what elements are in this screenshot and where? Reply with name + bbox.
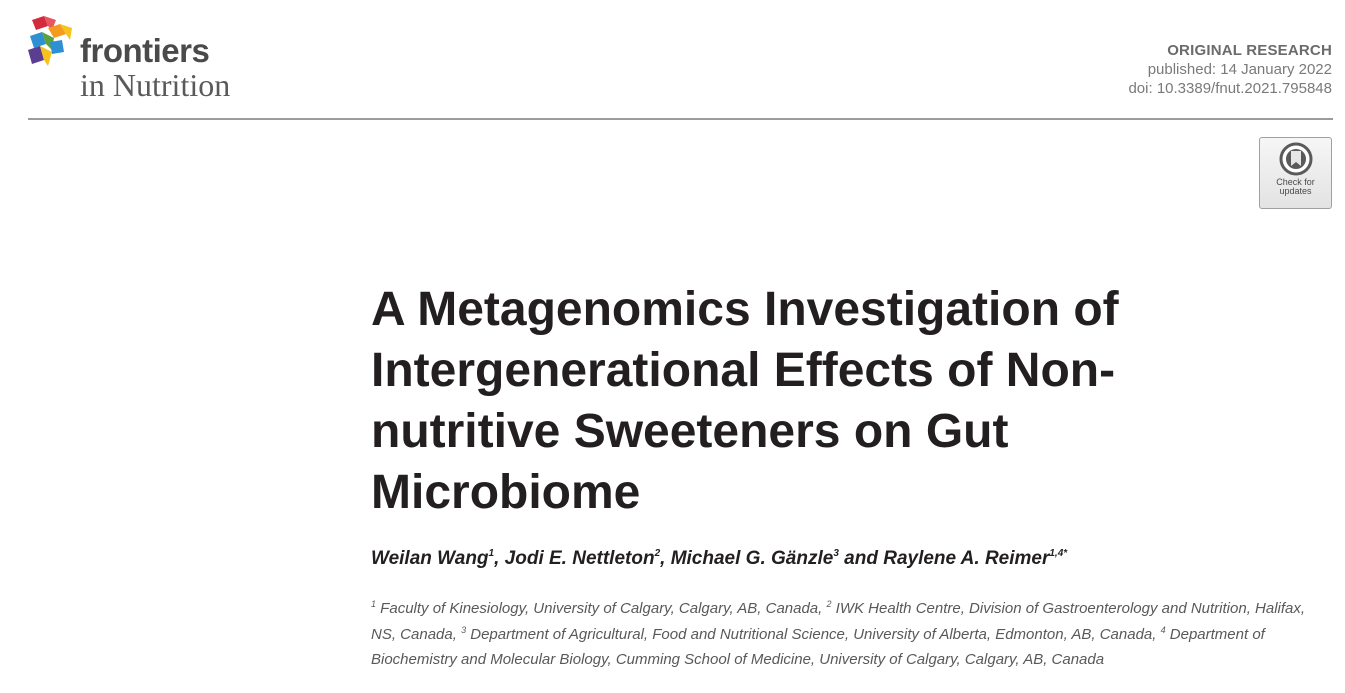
article-title: A Metagenomics Investigation of Intergenerational Effects of Non-nutritive Sweeteners on Gut Microbiome [371, 283, 1119, 519]
author-separator: , [660, 548, 671, 569]
author-affiliation-ref: 1,4* [1049, 548, 1068, 559]
author-name[interactable]: Raylene A. Reimer [883, 548, 1050, 569]
affiliations [371, 596, 1321, 673]
journal-logo [26, 16, 286, 106]
author-affiliation-ref: 2 [654, 548, 661, 559]
published-date: published: 14 January 2022 [1147, 61, 1332, 78]
affiliation-number: 4 [1160, 624, 1166, 635]
affiliation-number: 1 [371, 599, 377, 609]
header-divider [28, 118, 1333, 120]
author-name[interactable]: Jodi E. Nettleton [504, 548, 655, 569]
author-affiliation-ref: 3 [833, 548, 839, 559]
affiliation-number: 3 [461, 624, 467, 635]
author-separator: , [494, 548, 505, 569]
journal-name-primary: frontiers [80, 32, 210, 69]
affiliation-text: IWK Health Centre, Division of Gastroenterology and Nutrition, Halifax, NS, Canada, [371, 600, 1306, 643]
bookmark-icon [1279, 142, 1313, 176]
frontiers-logo-icon [26, 16, 76, 74]
author-list [371, 546, 1331, 572]
author-separator: and [838, 548, 884, 569]
affiliation-text: Department of Biochemistry and Molecular Biology, Cumming School of Medicine, University of Calgary, Calgary, AB, Canada [371, 625, 1265, 668]
article-type: ORIGINAL RESEARCH [1167, 42, 1332, 59]
badge-label-line1: Check for [1276, 177, 1315, 187]
author-affiliation-ref: 1 [488, 548, 495, 559]
affiliation-number: 2 [826, 599, 832, 609]
article-meta [1128, 41, 1332, 98]
author-name[interactable]: Michael G. Gänzle [670, 548, 834, 569]
affiliation-text: Faculty of Kinesiology, University of Calgary, Calgary, AB, Canada, [376, 600, 827, 617]
affiliation-text: Department of Agricultural, Food and Nutritional Science, University of Alberta, Edmonton, AB, Canada, [466, 625, 1161, 643]
doi-link[interactable]: doi: 10.3389/fnut.2021.795848 [1128, 80, 1332, 97]
check-for-updates-button[interactable] [1259, 137, 1332, 209]
author-name[interactable]: Weilan Wang [371, 548, 489, 569]
journal-name-secondary: in Nutrition [80, 67, 231, 103]
badge-label-line2: updates [1279, 186, 1312, 196]
